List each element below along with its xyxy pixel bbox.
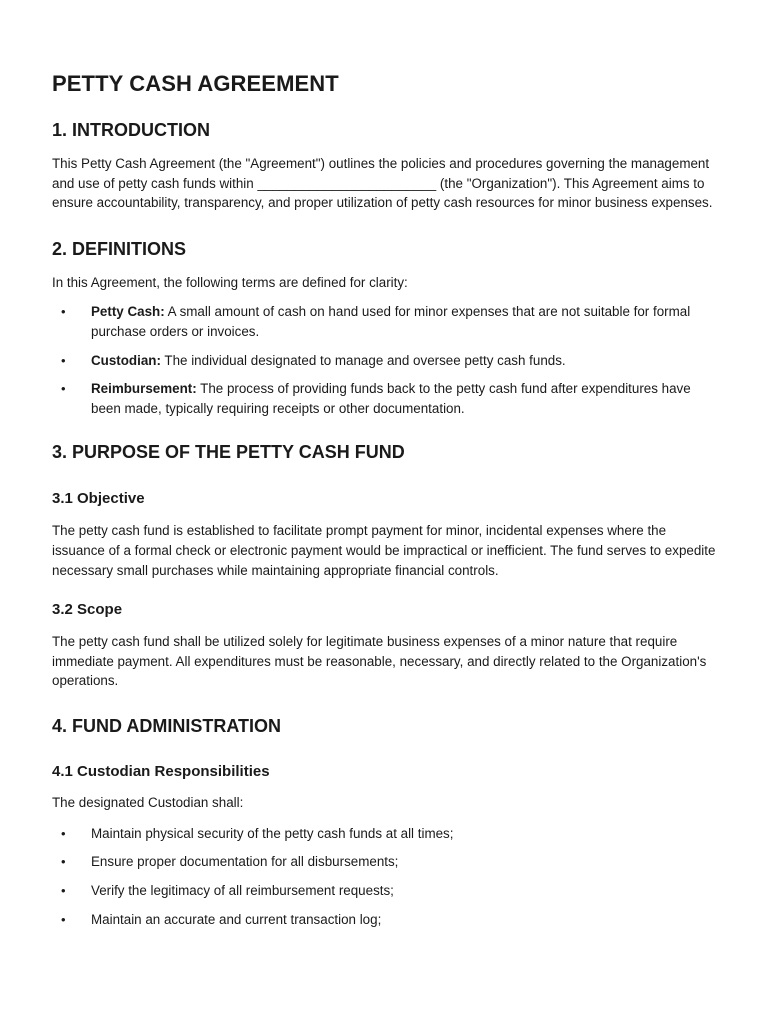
definition-term: Custodian: (91, 352, 161, 368)
definitions-list (52, 302, 720, 418)
section-heading-definitions: 2. DEFINITIONS (52, 238, 187, 259)
definition-text: The process of providing funds back to the petty cash fund after expenditures have been made, typically requiring receipts or other documentation. (91, 381, 691, 416)
definition-term: Petty Cash: (91, 304, 165, 320)
definition-item-custodian (52, 351, 720, 371)
definition-text: A small amount of cash on hand used for minor expenses that are not suitable for formal purchase orders or invoices. (91, 304, 691, 339)
bullet-icon: • (61, 381, 66, 397)
list-item-text: Maintain an accurate and current transaction log; (91, 912, 382, 928)
bullet-icon: • (61, 883, 66, 899)
definition-term: Reimbursement: (91, 381, 197, 397)
bullet-icon: • (61, 854, 66, 870)
list-item-text: Ensure proper documentation for all disbursements; (91, 854, 399, 870)
section-heading-purpose: 3. PURPOSE OF THE PETTY CASH FUND (52, 442, 405, 463)
custodian-responsibilities-list (52, 824, 720, 931)
scope-paragraph: The petty cash fund shall be utilized solely for legitimate business expenses of a minor nature that require immediate payment. All expenditures must be reasonable, necessary, and directly related to the Organization's operations. (52, 634, 707, 689)
list-item (52, 910, 720, 930)
subsection-heading-objective: 3.1 Objective (52, 490, 145, 508)
definition-item-petty-cash (52, 302, 720, 341)
objective-paragraph: The petty cash fund is established to facilitate prompt payment for minor, incidental expenses where the issuance of a formal check or electronic payment would be impractical or inefficient. The fund serves to expedite necessary small purchases while maintaining appropriate financial controls. (52, 523, 716, 578)
custodian-intro: The designated Custodian shall: (52, 794, 244, 810)
section-heading-fund-administration: 4. FUND ADMINISTRATION (52, 715, 281, 736)
bullet-icon: • (61, 352, 66, 368)
list-item (52, 824, 720, 844)
bullet-icon: • (61, 304, 66, 320)
document-title: PETTY CASH AGREEMENT (52, 71, 339, 96)
list-item (52, 881, 720, 901)
subsection-heading-scope: 3.2 Scope (52, 601, 123, 619)
bullet-icon: • (61, 825, 66, 841)
list-item (52, 852, 720, 872)
definition-item-reimbursement (52, 379, 720, 418)
subsection-heading-custodian-responsibilities: 4.1 Custodian Responsibilities (52, 762, 270, 780)
list-item-text: Verify the legitimacy of all reimbursement requests; (91, 883, 394, 899)
bullet-icon: • (61, 912, 66, 928)
list-item-text: Maintain physical security of the petty cash funds at all times; (91, 825, 454, 841)
introduction-paragraph: This Petty Cash Agreement (the "Agreement") outlines the policies and procedures governing the management and use of petty cash funds within ________________________ (the "Organization"). This Agreement aims to ensure accountability, transparency, and proper utilization of petty cash resources for minor business expenses. (52, 156, 713, 211)
definition-text: The individual designated to manage and oversee petty cash funds. (160, 352, 566, 368)
section-heading-introduction: 1. INTRODUCTION (52, 120, 211, 140)
definitions-intro: In this Agreement, the following terms are defined for clarity: (52, 274, 408, 290)
